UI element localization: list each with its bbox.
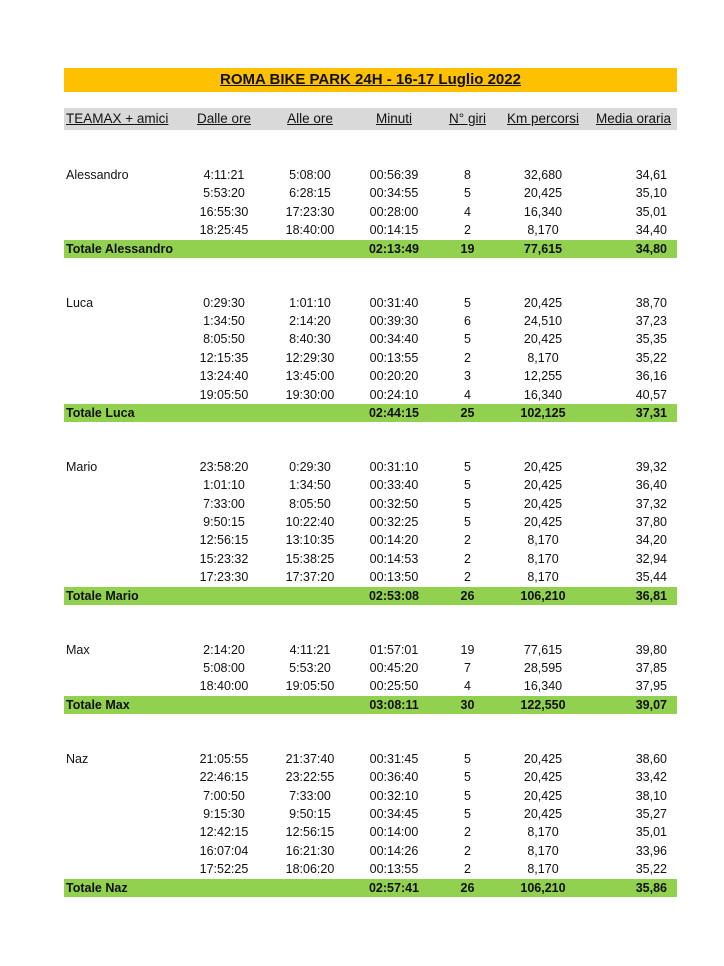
total-avg-speed: 35,86 [635,880,667,895]
cell-avg-speed: 35,35 [635,332,667,347]
total-avg-speed: 36,81 [635,588,667,603]
cell-avg-speed: 39,80 [635,642,667,657]
cell-from: 12:15:35 [199,350,249,365]
cell-km: 20,425 [523,806,563,821]
cell-to: 15:38:25 [285,551,335,566]
cell-avg-speed: 35,22 [635,862,667,877]
cell-avg-speed: 37,32 [635,496,667,511]
cell-to [267,587,353,605]
cell-km: 8,170 [527,862,559,877]
cell-avg-speed: 35,44 [635,570,667,585]
cell-avg-speed: 37,23 [635,313,667,328]
cell-to [267,696,353,714]
cell-from: 15:23:32 [199,551,249,566]
cell-laps: 5 [464,186,471,201]
rider-group [64,641,677,714]
cell-km: 12,255 [523,369,563,384]
total-avg-speed: 37,31 [635,405,667,420]
cell-laps: 2 [464,350,471,365]
cell-minutes: 00:13:55 [369,862,419,877]
cell-from: 1:34:50 [203,313,245,328]
rider-group [64,166,677,258]
cell-laps: 5 [464,478,471,493]
cell-to: 5:53:20 [289,661,331,676]
col-header-text: Dalle ore [196,111,252,126]
cell-minutes: 00:28:00 [369,204,419,219]
cell-laps: 4 [464,204,471,219]
cell-rider-name [64,184,181,202]
cell-to: 1:34:50 [289,478,331,493]
table-row [64,823,677,841]
cell-minutes: 00:14:15 [369,223,419,238]
cell-laps: 2 [464,843,471,858]
cell-rider-name: Naz [66,751,89,766]
total-row [64,404,677,422]
total-laps: 19 [460,241,475,256]
cell-minutes: 00:20:20 [369,369,419,384]
table-row [64,787,677,805]
col-header-text: Km percorsi [506,111,579,126]
cell-from: 4:11:21 [203,168,245,182]
cell-to: 17:37:20 [285,570,335,585]
cell-from: 1:01:10 [203,478,245,493]
cell-laps: 5 [464,459,471,474]
total-minutes: 02:57:41 [368,880,420,895]
total-laps: 30 [460,697,475,712]
cell-from [181,879,267,897]
col-header-text: Media oraria [595,111,671,126]
cell-rider-name [64,823,181,841]
cell-rider-name [64,659,181,677]
cell-to: 13:10:35 [285,533,335,548]
table-row [64,367,677,385]
cell-avg-speed: 35,22 [635,350,667,365]
cell-km: 8,170 [527,551,559,566]
cell-from [181,404,267,422]
cell-minutes: 00:34:40 [369,332,419,347]
cell-from [181,696,267,714]
cell-from: 16:55:30 [199,204,249,219]
col-header-laps [435,108,500,130]
cell-to: 1:01:10 [289,295,331,310]
cell-to: 7:33:00 [289,788,331,803]
cell-to: 23:22:55 [285,770,335,785]
total-km: 122,550 [520,697,566,712]
cell-rider-name [64,513,181,531]
col-header-text: N° giri [449,111,486,126]
cell-laps: 5 [464,788,471,803]
total-minutes: 02:44:15 [368,405,420,420]
table-row [64,166,677,184]
cell-km: 20,425 [523,515,563,530]
cell-km: 28,595 [523,661,563,676]
cell-laps: 19 [460,642,475,657]
cell-from: 8:05:50 [203,332,245,347]
table-row [64,476,677,494]
cell-from: 12:42:15 [199,825,249,840]
cell-minutes: 00:24:10 [369,387,419,402]
cell-avg-speed: 34,20 [635,533,667,548]
cell-rider-name [64,349,181,367]
total-km: 106,210 [520,880,566,895]
cell-to: 6:28:15 [289,186,331,201]
title-banner [64,68,677,92]
table-row [64,805,677,823]
table-row [64,750,677,768]
total-row [64,879,677,897]
col-header-team [64,108,181,130]
cell-minutes: 00:25:50 [369,679,419,694]
cell-km: 16,340 [523,204,563,219]
cell-km: 24,510 [523,313,563,328]
cell-laps: 2 [464,570,471,585]
cell-from: 23:58:20 [199,459,249,474]
cell-to: 21:37:40 [285,751,335,766]
col-header-from [181,108,267,130]
cell-avg-speed: 37,80 [635,515,667,530]
cell-minutes: 00:32:10 [369,788,419,803]
cell-to: 10:22:40 [285,515,335,530]
total-row [64,240,677,258]
cell-km: 8,170 [527,350,559,365]
cell-avg-speed: 33,42 [635,770,667,785]
cell-rider-name [64,768,181,786]
cell-laps: 4 [464,387,471,402]
cell-to: 2:14:20 [289,313,331,328]
table-row [64,677,677,695]
cell-from: 16:07:04 [199,843,249,858]
cell-from: 17:52:25 [199,862,249,877]
cell-km: 20,425 [523,459,563,474]
cell-laps: 2 [464,223,471,238]
table-row [64,842,677,860]
cell-avg-speed: 32,94 [635,551,667,566]
cell-laps: 5 [464,515,471,530]
cell-minutes: 00:14:26 [369,843,419,858]
cell-km: 8,170 [527,843,559,858]
cell-to: 0:29:30 [289,459,331,474]
cell-to: 9:50:15 [289,806,331,821]
rider-group [64,458,677,605]
total-avg-speed: 34,80 [635,241,667,256]
cell-avg-speed: 37,85 [635,661,667,676]
total-laps: 26 [460,588,475,603]
cell-avg-speed: 38,60 [635,751,667,766]
col-header-avg-speed [586,108,677,130]
table-row [64,330,677,348]
cell-from: 18:25:45 [199,223,249,238]
results-sheet [64,68,677,897]
cell-avg-speed: 38,10 [635,788,667,803]
cell-laps: 2 [464,862,471,877]
col-header-to [267,108,353,130]
cell-avg-speed: 34,61 [635,168,667,182]
cell-km: 20,425 [523,770,563,785]
table-row [64,458,677,476]
col-header-text: Minuti [375,111,412,126]
cell-to [267,404,353,422]
total-label: Totale Alessandro [66,241,173,256]
cell-minutes: 00:14:53 [369,551,419,566]
cell-minutes: 00:36:40 [369,770,419,785]
cell-rider-name [64,203,181,221]
cell-km: 20,425 [523,788,563,803]
total-km: 106,210 [520,588,566,603]
cell-rider-name [64,805,181,823]
cell-to: 8:05:50 [289,496,331,511]
cell-to: 4:11:21 [289,642,331,657]
cell-rider-name [64,312,181,330]
total-label: Totale Naz [66,880,128,895]
cell-rider-name [64,221,181,239]
cell-rider-name [64,330,181,348]
total-label: Totale Mario [66,588,139,603]
table-row [64,531,677,549]
table-row [64,221,677,239]
cell-to: 12:56:15 [285,825,335,840]
rider-groups [64,166,677,897]
cell-to [267,879,353,897]
cell-avg-speed: 35,10 [635,186,667,201]
cell-avg-speed: 40,57 [635,387,667,402]
total-laps: 26 [460,880,475,895]
cell-laps: 8 [464,168,471,182]
total-label: Totale Luca [66,405,135,420]
cell-rider-name [64,386,181,404]
total-avg-speed: 39,07 [635,697,667,712]
cell-avg-speed: 35,27 [635,806,667,821]
cell-from: 12:56:15 [199,533,249,548]
cell-rider-name [64,677,181,695]
cell-to: 5:08:00 [289,168,331,182]
cell-from: 18:40:00 [199,679,249,694]
table-row [64,513,677,531]
table-row [64,386,677,404]
total-km: 77,615 [523,241,563,256]
cell-km: 8,170 [527,223,559,238]
cell-laps: 2 [464,825,471,840]
cell-to: 18:06:20 [285,862,335,877]
cell-rider-name [64,367,181,385]
cell-km: 8,170 [527,570,559,585]
cell-avg-speed: 33,96 [635,843,667,858]
col-header-text: TEAMAX + amici [66,111,169,126]
cell-km: 16,340 [523,387,563,402]
cell-minutes: 01:57:01 [369,642,419,657]
cell-avg-speed: 37,95 [635,679,667,694]
cell-minutes: 00:56:39 [369,168,419,182]
total-minutes: 02:13:49 [368,241,420,256]
total-laps: 25 [460,405,475,420]
cell-to: 12:29:30 [285,350,335,365]
cell-km: 8,170 [527,825,559,840]
table-row [64,349,677,367]
cell-from: 22:46:15 [199,770,249,785]
cell-km: 20,425 [523,478,563,493]
cell-rider-name: Luca [66,295,94,310]
cell-laps: 5 [464,751,471,766]
table-row [64,184,677,202]
cell-rider-name [64,495,181,513]
total-minutes: 03:08:11 [369,697,419,712]
cell-laps: 7 [464,661,471,676]
cell-to [267,240,353,258]
cell-from: 17:23:30 [199,570,249,585]
column-header-row [64,108,677,130]
table-row [64,550,677,568]
cell-rider-name [64,787,181,805]
cell-to: 8:40:30 [289,332,331,347]
cell-laps: 4 [464,679,471,694]
cell-from: 19:05:50 [199,387,249,402]
cell-laps: 5 [464,806,471,821]
table-row [64,568,677,586]
table-row [64,768,677,786]
cell-rider-name: Max [66,642,90,657]
total-minutes: 02:53:08 [368,588,420,603]
cell-to: 13:45:00 [285,369,335,384]
rider-group [64,294,677,422]
cell-rider-name: Mario [66,459,98,474]
cell-from: 7:33:00 [203,496,245,511]
cell-minutes: 00:32:25 [369,515,419,530]
cell-km: 32,680 [523,168,563,182]
cell-minutes: 00:14:00 [369,825,419,840]
table-row [64,659,677,677]
cell-laps: 6 [464,313,471,328]
table-row [64,312,677,330]
table-row [64,294,677,312]
cell-minutes: 00:33:40 [369,478,419,493]
cell-from: 13:24:40 [199,369,249,384]
cell-rider-name [64,568,181,586]
cell-minutes: 00:31:40 [369,295,419,310]
cell-minutes: 00:13:55 [369,350,419,365]
cell-km: 20,425 [523,751,563,766]
total-row [64,587,677,605]
cell-rider-name [64,860,181,878]
cell-from: 5:08:00 [203,661,245,676]
total-label: Totale Max [66,697,130,712]
cell-km: 20,425 [523,295,563,310]
cell-to: 18:40:00 [285,223,335,238]
col-header-km [500,108,586,130]
cell-from: 2:14:20 [203,642,245,657]
cell-laps: 5 [464,332,471,347]
cell-laps: 2 [464,551,471,566]
cell-from: 9:15:30 [203,806,245,821]
cell-minutes: 00:34:45 [369,806,419,821]
cell-laps: 5 [464,496,471,511]
cell-minutes: 00:34:55 [369,186,419,201]
cell-minutes: 00:45:20 [369,661,419,676]
cell-from: 7:00:50 [203,788,245,803]
cell-laps: 2 [464,533,471,548]
cell-to: 19:05:50 [285,679,335,694]
total-row [64,696,677,714]
cell-laps: 3 [464,369,471,384]
cell-from: 21:05:55 [199,751,249,766]
cell-km: 8,170 [527,533,559,548]
cell-laps: 5 [464,770,471,785]
cell-rider-name [64,476,181,494]
cell-minutes: 00:14:20 [369,533,419,548]
cell-to: 17:23:30 [285,204,335,219]
cell-from [181,587,267,605]
cell-minutes: 00:13:50 [369,570,419,585]
cell-rider-name [64,842,181,860]
cell-minutes: 00:31:45 [369,751,419,766]
cell-km: 20,425 [523,496,563,511]
cell-rider-name: Alessandro [66,168,129,182]
cell-km: 77,615 [523,642,563,657]
cell-minutes: 00:39:30 [369,313,419,328]
col-header-minutes [353,108,435,130]
page-title: ROMA BIKE PARK 24H - 16-17 Luglio 2022 [220,71,521,88]
cell-rider-name [64,550,181,568]
table-row [64,860,677,878]
table-row [64,641,677,659]
cell-from: 0:29:30 [203,295,245,310]
cell-avg-speed: 35,01 [635,825,667,840]
cell-avg-speed: 38,70 [635,295,667,310]
cell-from: 5:53:20 [203,186,245,201]
rider-group [64,750,677,897]
cell-to: 16:21:30 [285,843,335,858]
cell-avg-speed: 35,01 [635,204,667,219]
cell-km: 20,425 [523,186,563,201]
cell-laps: 5 [464,295,471,310]
cell-minutes: 00:31:10 [369,459,419,474]
cell-from [181,240,267,258]
table-row [64,495,677,513]
cell-avg-speed: 36,16 [635,369,667,384]
cell-avg-speed: 39,32 [635,459,667,474]
cell-from: 9:50:15 [203,515,245,530]
total-km: 102,125 [520,405,566,420]
cell-km: 16,340 [523,679,563,694]
cell-rider-name [64,531,181,549]
cell-km: 20,425 [523,332,563,347]
cell-minutes: 00:32:50 [369,496,419,511]
col-header-text: Alle ore [287,111,333,126]
cell-to: 19:30:00 [285,387,335,402]
cell-avg-speed: 34,40 [635,223,667,238]
table-row [64,203,677,221]
cell-avg-speed: 36,40 [635,478,667,493]
